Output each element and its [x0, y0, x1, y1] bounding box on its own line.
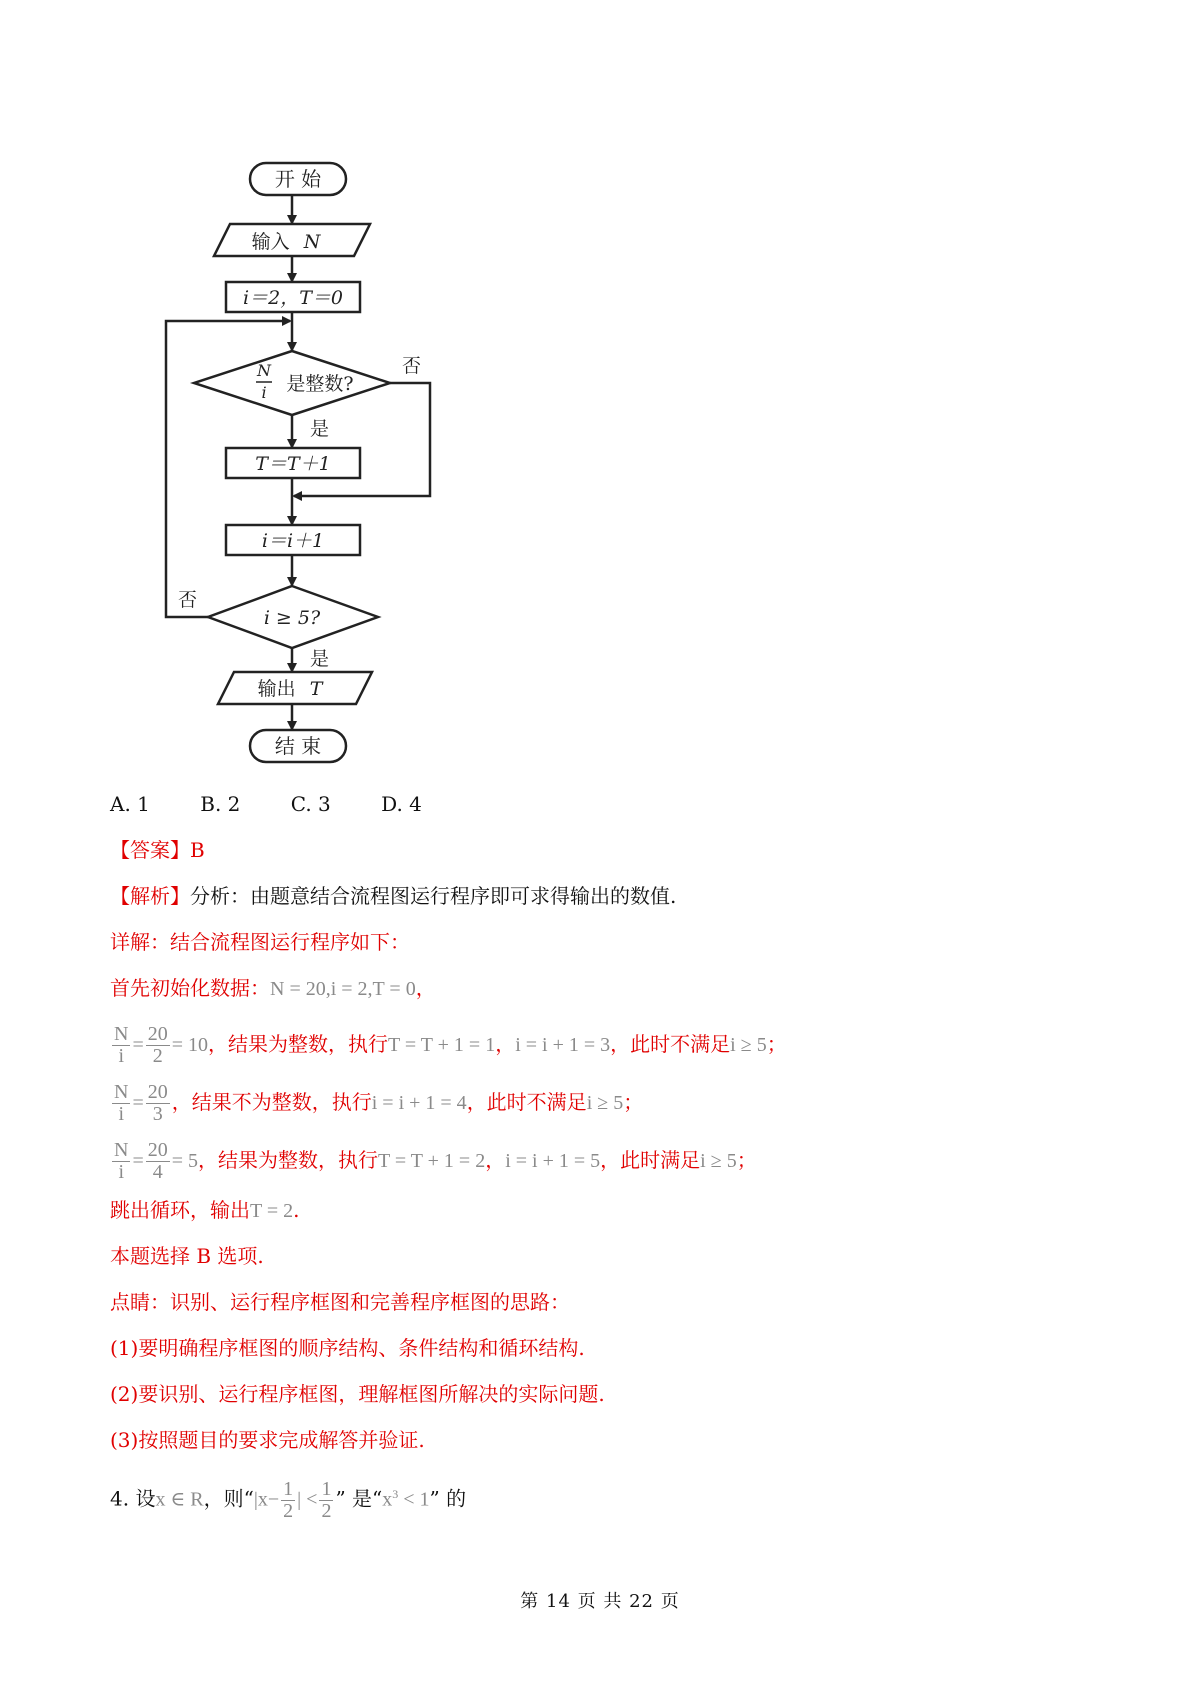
cond1-label: 是整数?: [286, 373, 354, 395]
frac-n-over-i: $\frac{N}{i}$: [114, 1139, 129, 1183]
cond1-frac-num: N: [257, 361, 271, 380]
option-d: D. 4: [381, 792, 422, 816]
init-line: [110, 976, 436, 1001]
step-1-line: $\frac{N}{i}$ = $\frac{20}{2}$ = 10，结果为整数，执行T = T + 1 = 1，i = i + 1 = 3，此时不满足i ≥ 5；: [114, 1023, 787, 1067]
output-label: 输出 T: [257, 678, 323, 700]
exit-line: 跳出循环，输出T = 2.: [110, 1198, 300, 1222]
tip-2: (2)要识别、运行程序框图，理解框图所解决的实际问题.: [110, 1382, 605, 1406]
question-4: 4. 设x ∈ R，则“|x− $\frac{1}{2}$ | < $\frac{1}{2}$ ” 是“$x^3 < 1$” 的: [110, 1477, 467, 1522]
no-label-1: 否: [402, 355, 422, 377]
frac-20-over-4: $\frac{20}{4}$: [147, 1139, 168, 1183]
analysis-line: [110, 884, 676, 908]
increment-T-label: T＝T＋1: [255, 453, 331, 475]
frac-n-over-i: $\frac{N}{i}$: [114, 1081, 129, 1125]
init-prefix: 首先初始化数据：: [110, 976, 270, 1000]
no-label-2: 否: [178, 589, 198, 611]
page-footer: 第 14 页 共 22 页: [520, 1591, 680, 1612]
init-math: N = 20,i = 2,T = 0: [270, 978, 416, 1000]
detail-intro: 详解：结合流程图运行程序如下：: [110, 930, 410, 954]
cond1-frac-den: i: [261, 383, 267, 402]
answer-line: 【答案】B: [110, 838, 205, 862]
analysis-text: 分析：由题意结合流程图运行程序即可求得输出的数值.: [190, 884, 677, 908]
start-label: 开 始: [274, 167, 322, 191]
option-c: C. 3: [290, 792, 331, 816]
yes-label-2: 是: [310, 648, 330, 670]
option-a: A. 1: [110, 792, 150, 816]
choose-line: 本题选择 B 选项.: [110, 1244, 264, 1268]
frac-20-over-3: $\frac{20}{3}$: [147, 1081, 168, 1125]
answer-options: [110, 792, 466, 816]
increment-i-label: i＝i＋1: [261, 530, 325, 552]
init-suffix: ，: [415, 976, 436, 1000]
tips-title: 点睛：识别、运行程序框图和完善程序框图的思路：: [110, 1290, 570, 1314]
frac-one-half-rhs: $\frac{1}{2}$: [321, 1477, 332, 1522]
end-label: 结 束: [274, 734, 322, 758]
init-label: i＝2，T＝0: [243, 287, 343, 309]
tip-3: (3)按照题目的要求完成解答并验证.: [110, 1428, 425, 1452]
flowchart: [0, 0, 1200, 780]
analysis-label: 【解析】: [110, 884, 190, 908]
input-label: 输入 N: [251, 231, 321, 253]
frac-20-over-2: $\frac{20}{2}$: [147, 1023, 168, 1067]
cond2-label: i ≥ 5?: [263, 607, 321, 629]
yes-label-1: 是: [310, 418, 330, 440]
frac-n-over-i: $\frac{N}{i}$: [114, 1023, 129, 1067]
step-2-line: $\frac{N}{i}$ = $\frac{20}{3}$ ，结果不为整数，执行i = i + 1 = 4，此时不满足i ≥ 5；: [114, 1081, 644, 1125]
frac-one-half: $\frac{1}{2}$: [283, 1477, 294, 1522]
step-3-line: $\frac{N}{i}$ = $\frac{20}{4}$ = 5，结果为整数，执行T = T + 1 = 2，i = i + 1 = 5，此时满足i ≥ 5；: [114, 1139, 757, 1183]
tip-1: (1)要明确程序框图的顺序结构、条件结构和循环结构.: [110, 1336, 585, 1360]
option-b: B. 2: [200, 792, 241, 816]
